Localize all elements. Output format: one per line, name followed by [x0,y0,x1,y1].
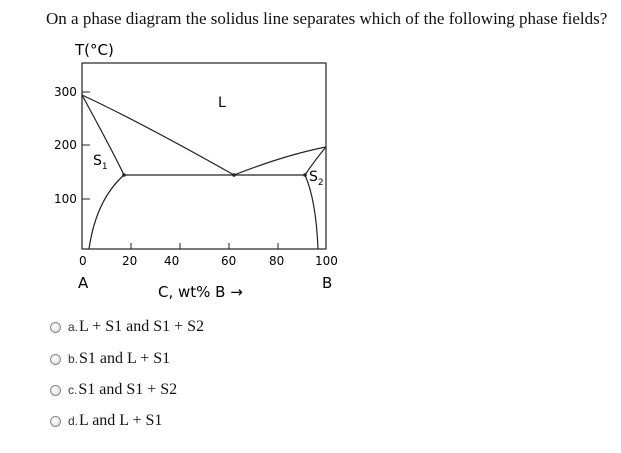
option-b-letter: b. [68,352,79,366]
x-tick-label-20: 20 [122,254,138,268]
option-c-radio[interactable] [50,385,61,396]
x-tick-label-40: 40 [164,254,180,268]
option-c-letter: c. [68,383,78,397]
s2-label-sub: 2 [317,178,324,188]
component-b-label: B [322,274,333,292]
s2-label-main: S [309,169,318,185]
x-tick-label-60: 60 [221,254,237,268]
component-a-label: A [78,274,89,292]
option-c[interactable] [50,381,177,399]
x-tick-label-80: 80 [269,254,285,268]
option-a-letter: a. [68,320,79,334]
option-a-radio[interactable] [50,322,61,333]
option-b-radio[interactable] [50,354,61,365]
solvus-point-left [122,173,126,177]
option-a[interactable] [50,318,204,336]
option-a-text: L + S1 and S1 + S2 [79,318,205,335]
option-b-text: S1 and L + S1 [79,350,171,367]
y-tick-label-300: 300 [54,85,77,99]
liquid-region-label: L [218,95,226,111]
solvus-left [89,175,124,249]
solvus-right [305,175,318,249]
x-axis-label: C, wt% B → [158,283,243,301]
option-d-radio[interactable] [50,416,61,427]
s1-label-main: S [93,153,102,169]
y-tick-label-100: 100 [54,192,77,206]
s1-label-sub: 1 [101,162,108,172]
solvus-point-right [303,173,307,177]
y-axis-label: T(°C) [75,41,114,59]
question-text: On a phase diagram the solidus line separates which of the following phase fields? [46,9,608,28]
option-d[interactable] [50,412,162,430]
x-tick-label-100: 100 [315,254,338,268]
s1-region-label [93,153,108,172]
eutectic-point [232,173,236,177]
option-d-text: L and L + S1 [79,412,163,429]
y-tick-label-200: 200 [54,138,77,152]
option-c-text: S1 and S1 + S2 [78,381,178,398]
x-tick-label-0: 0 [79,254,87,268]
option-d-letter: d. [68,414,79,428]
s2-region-label [309,169,324,188]
option-b[interactable] [50,350,170,368]
